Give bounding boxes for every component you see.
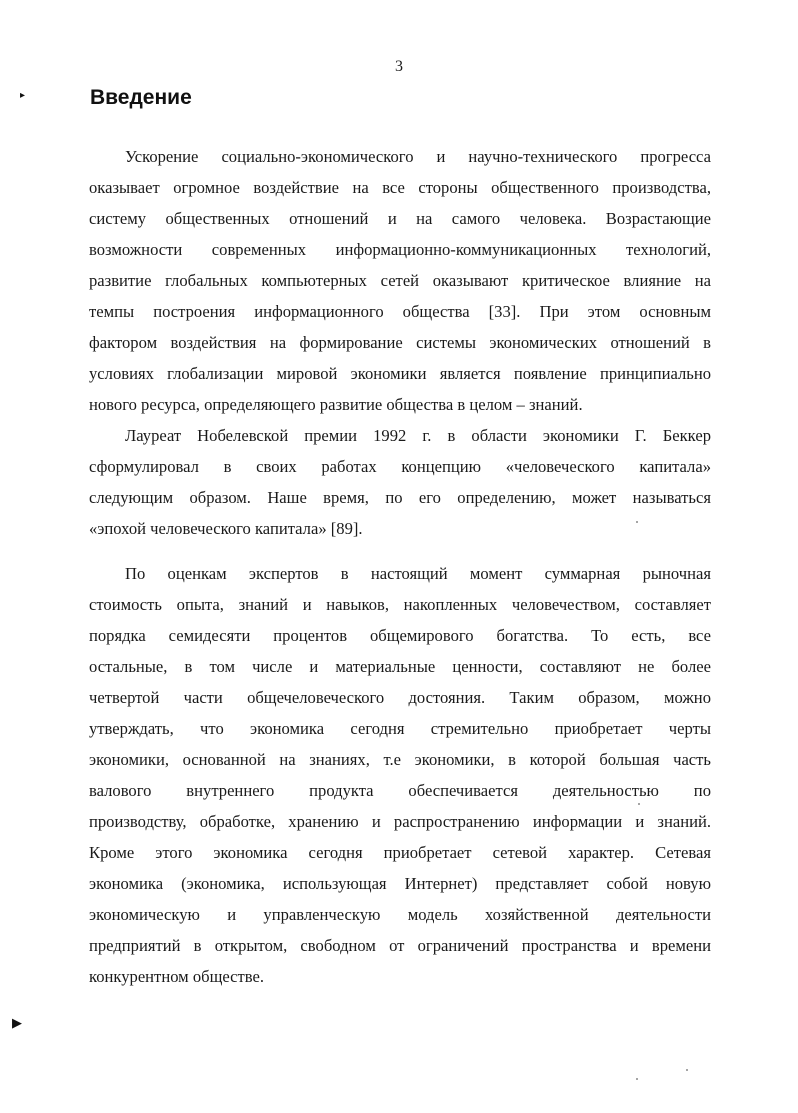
text-line: оказывает огромное воздействие на все стороны общественного производства, [89,178,711,197]
text-line: сформулировал в своих работах концепцию «человеческого капитала» [89,457,711,476]
text-line: Ускорение социально-экономического и научно-технического прогресса [125,147,711,166]
text-line: экономика (экономика, использующая Интернет) представляет собой новую [89,874,711,893]
text-line: порядка семидесяти процентов общемирового богатства. То есть, все [89,626,711,645]
text-line: конкурентном обществе. [89,967,264,986]
scan-arrow-mark-bottom: ▶ [12,1015,22,1030]
scan-speck [686,1069,688,1071]
text-line: развитие глобальных компьютерных сетей оказывают критическое влияние на [89,271,711,290]
page-number: 3 [395,58,403,75]
text-line: валового внутреннего продукта обеспечивается деятельностью по [89,781,711,800]
text-line: экономики, основанной на знаниях, т.е экономики, в которой большая часть [89,750,711,769]
text-line: «эпохой человеческого капитала» [89]. [89,519,363,538]
text-line: возможности современных информационно-коммуникационных технологий, [89,240,711,259]
text-line: Лауреат Нобелевской премии 1992 г. в области экономики Г. Беккер [125,426,711,445]
text-line: остальные, в том числе и материальные ценности, составляют не более [89,657,711,676]
text-line: систему общественных отношений и на самого человека. Возрастающие [89,209,711,228]
text-line: фактором воздействия на формирование системы экономических отношений в [89,333,711,352]
text-line: экономическую и управленческую модель хозяйственной деятельности [89,905,711,924]
scan-arrow-mark-top: ▸ [20,90,26,101]
text-line: следующим образом. Наше время, по его определению, может называться [89,488,711,507]
body-text [89,141,711,992]
text-line: предприятий в открытом, свободном от ограничений пространства и времени [89,936,711,955]
text-line: Кроме этого экономика сегодня приобретает сетевой характер. Сетевая [89,843,711,862]
text-line: нового ресурса, определяющего развитие общества в целом – знаний. [89,395,583,414]
text-line: темпы построения информационного общества [33]. При этом основным [89,302,711,321]
paragraph-experts [89,558,711,992]
text-line: стоимость опыта, знаний и навыков, накопленных человечеством, составляет [89,595,711,614]
text-line: четвертой части общечеловеческого достояния. Таким образом, можно [89,688,711,707]
text-line: условиях глобализации мировой экономики является появление принципиально [89,364,711,383]
paragraph-intro [89,141,711,420]
paragraph-becker [89,420,711,544]
scan-speck [636,1078,638,1080]
text-line: производству, обработке, хранению и распространению информации и знаний. [89,812,711,831]
text-line: утверждать, что экономика сегодня стремительно приобретает черты [89,719,711,738]
section-heading: Введение [90,86,192,109]
text-line: По оценкам экспертов в настоящий момент суммарная рыночная [125,564,711,583]
